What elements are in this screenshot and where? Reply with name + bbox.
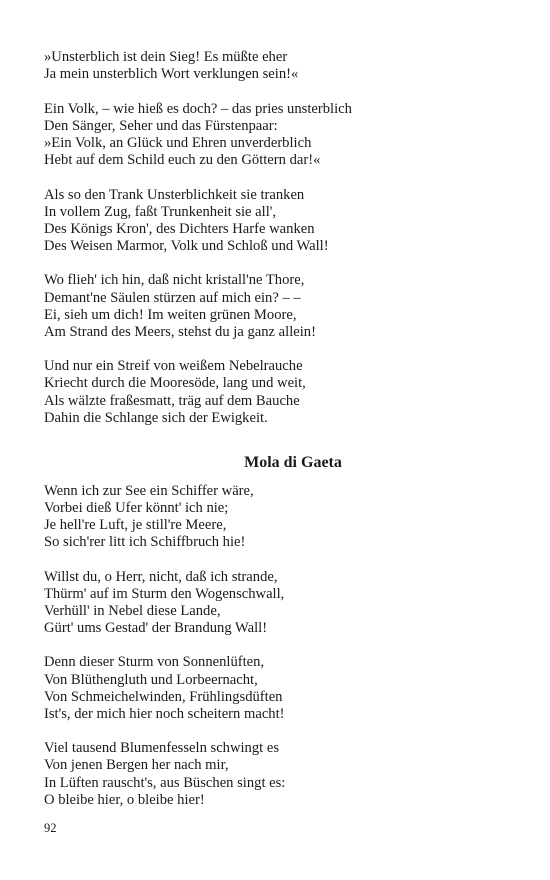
verse-line: So sich'rer litt ich Schiffbruch hie! [44,533,246,550]
verse-line: Wenn ich zur See ein Schiffer wäre, [44,482,254,499]
verse-line: Ei, sieh um dich! Im weiten grünen Moore, [44,306,297,323]
verse-line: Vorbei dieß Ufer könnt' ich nie; [44,499,229,516]
verse-line: Dahin die Schlange sich der Ewigkeit. [44,409,268,426]
verse-line: Des Königs Kron', des Dichters Harfe wanken [44,220,315,237]
page-number: 92 [44,821,57,835]
verse-line: Demant'ne Säulen stürzen auf mich ein? – – [44,289,301,306]
verse-line: O bleibe hier, o bleibe hier! [44,791,205,808]
verse-line: »Unsterblich ist dein Sieg! Es müßte eher [44,49,288,65]
poem-continuation [44,49,514,427]
verse-line: Verhüll' in Nebel diese Lande, [44,602,221,619]
verse-line: Ist's, der mich hier noch scheitern macht! [44,705,285,722]
verse-line: Viel tausend Blumenfesseln schwingt es [44,740,280,757]
stanza [44,483,514,551]
verse-line: Von Blüthengluth und Lorbeernacht, [44,671,258,688]
stanza [44,358,514,426]
verse-line: Willst du, o Herr, nicht, daß ich strande, [44,568,278,585]
verse-line: Als so den Trank Unsterblichkeit sie tranken [44,186,305,203]
stanza [44,740,514,808]
verse-line: In vollem Zug, faßt Trunkenheit sie all', [44,203,277,220]
stanza [44,187,514,255]
verse-line: Je hell're Luft, je still're Meere, [44,516,227,533]
stanza [44,569,514,637]
verse-line: Kriecht durch die Mooresöde, lang und weit, [44,375,306,392]
stanza [44,49,514,83]
page-body [44,49,514,826]
verse-line: Von Schmeichelwinden, Frühlingsdüften [44,688,283,705]
poem-mola-di-gaeta [44,483,514,809]
verse-line: Des Weisen Marmor, Volk und Schloß und Wall! [44,237,329,254]
verse-line: Ein Volk, – wie hieß es doch? – das pries unsterblich [44,100,352,117]
stanza [44,272,514,340]
verse-line: Von jenen Bergen her nach mir, [44,757,229,774]
verse-line: Thürm' auf im Sturm den Wogenschwall, [44,585,285,602]
verse-line: Als wälzte fraßesmatt, träg auf dem Bauche [44,392,300,409]
verse-line: In Lüften rauscht's, aus Büschen singt es: [44,774,286,791]
verse-line: Ja mein unsterblich Wort verklungen sein!« [44,66,299,83]
verse-line: Denn dieser Sturm von Sonnenlüften, [44,654,265,671]
verse-line: Am Strand des Meers, stehst du ja ganz allein! [44,323,316,340]
verse-line: Gürt' ums Gestad' der Brandung Wall! [44,619,268,636]
verse-line: Und nur ein Streif von weißem Nebelrauche [44,358,303,375]
verse-line: Den Sänger, Seher und das Fürstenpaar: [44,117,278,134]
stanza [44,654,514,722]
poem-title: Mola di Gaeta [244,453,342,471]
verse-line: Hebt auf dem Schild euch zu den Göttern dar!« [44,151,321,168]
stanza [44,101,514,169]
verse-line: Wo flieh' ich hin, daß nicht kristall'ne Thore, [44,272,305,289]
verse-line: »Ein Volk, an Glück und Ehren unverderblich [44,134,312,151]
